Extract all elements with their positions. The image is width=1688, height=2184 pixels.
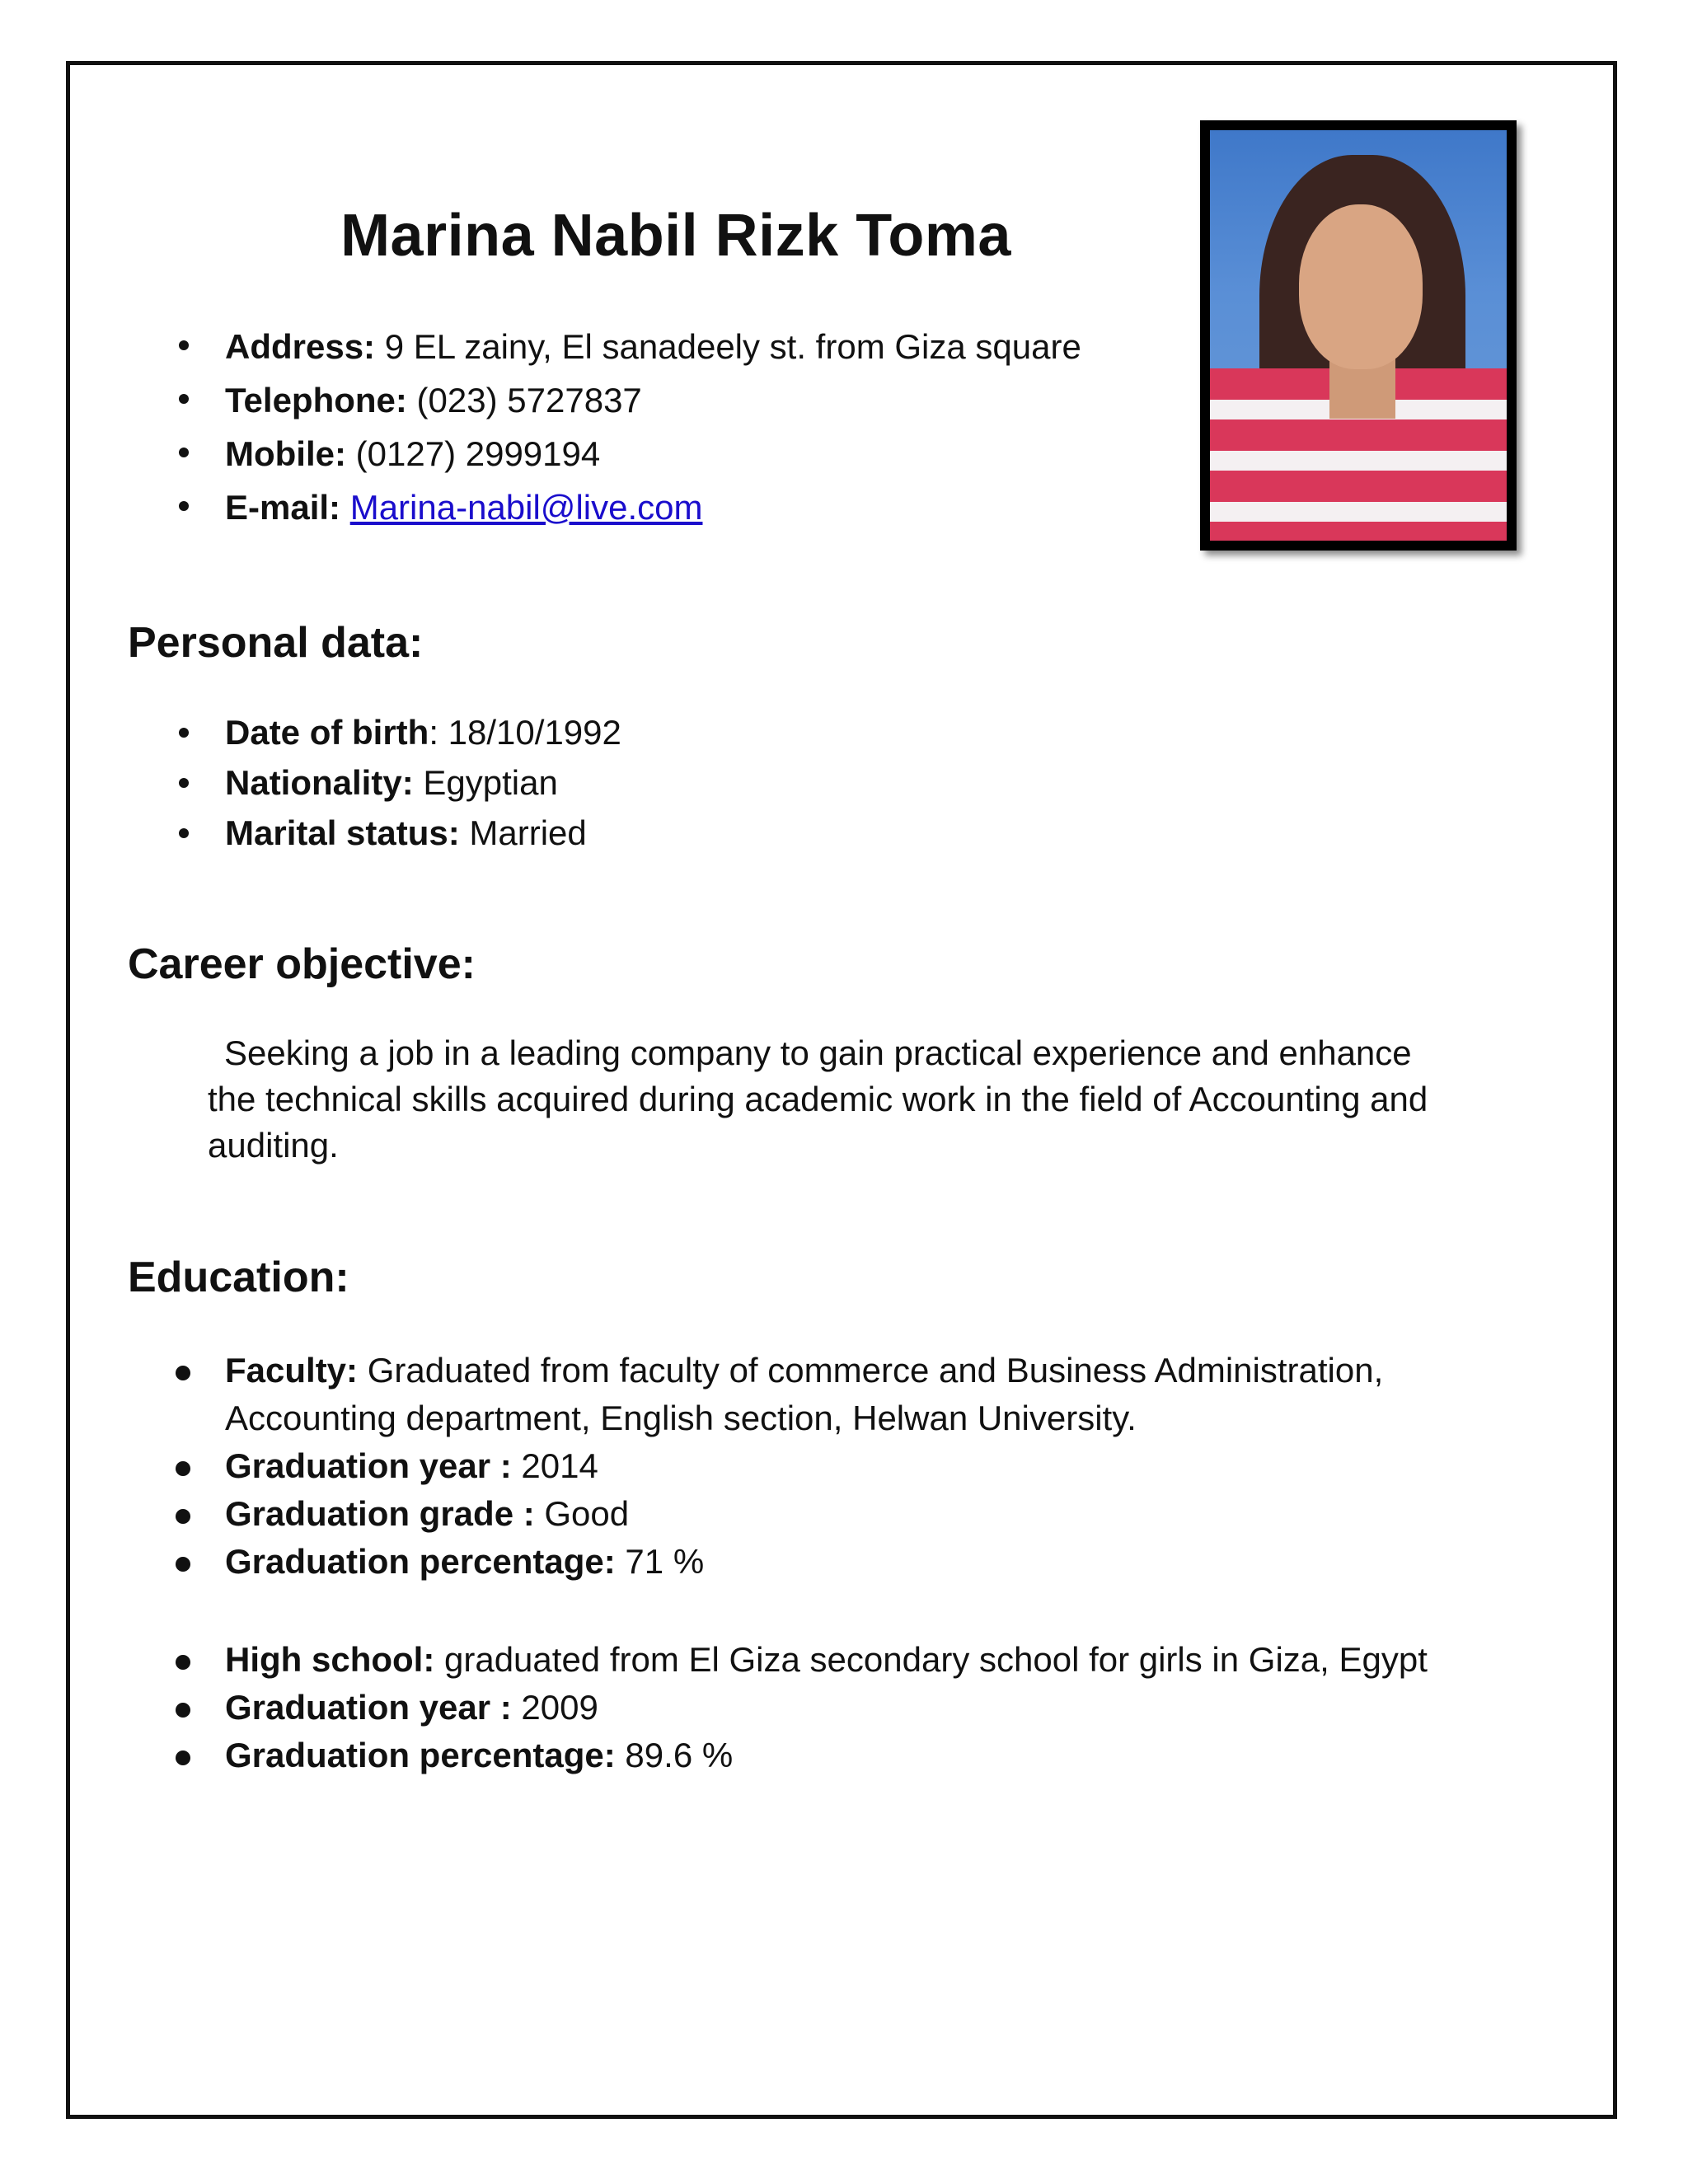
contact-mobile: Mobile: (0127) 2999194 bbox=[225, 427, 1081, 480]
education-graduation-percentage: Graduation percentage: 71 % bbox=[225, 1538, 1461, 1586]
personal-dob: Date of birth: 18/10/1992 bbox=[225, 707, 621, 757]
photo-image bbox=[1210, 130, 1507, 541]
personal-marital-status: Marital status: Married bbox=[225, 808, 621, 858]
personal-data-list bbox=[225, 707, 621, 858]
contact-list bbox=[225, 320, 1081, 534]
education-school-list bbox=[225, 1636, 1428, 1779]
personal-nationality: Nationality: Egyptian bbox=[225, 757, 621, 808]
education-graduation-grade: Graduation grade : Good bbox=[225, 1490, 1461, 1538]
heading-education: Education: bbox=[128, 1254, 349, 1301]
education-faculty: Faculty: Graduated from faculty of commerce and Business Administration, Accounting department, English section, Helwan University. bbox=[225, 1347, 1461, 1442]
contact-address: Address: 9 EL zainy, El sanadeely st. from Giza square bbox=[225, 320, 1081, 373]
contact-email: E-mail: Marina-nabil@live.com bbox=[225, 480, 1081, 534]
applicant-name: Marina Nabil Rizk Toma bbox=[340, 203, 1011, 269]
heading-personal-data: Personal data: bbox=[128, 619, 424, 667]
education-graduation-year: Graduation year : 2014 bbox=[225, 1442, 1461, 1490]
career-objective-text: Seeking a job in a leading company to gain practical experience and enhance the technical skills acquired during academic work in the field of Accounting and auditing. bbox=[208, 1033, 1428, 1165]
email-link[interactable]: Marina-nabil@live.com bbox=[349, 488, 703, 527]
education-high-school: High school: graduated from El Giza secondary school for girls in Giza, Egypt bbox=[225, 1636, 1428, 1684]
education-school-graduation-year: Graduation year : 2009 bbox=[225, 1684, 1428, 1732]
heading-career-objective: Career objective: bbox=[128, 940, 476, 988]
education-university-list bbox=[225, 1347, 1461, 1586]
education-school-graduation-percentage: Graduation percentage: 89.6 % bbox=[225, 1732, 1428, 1779]
profile-photo bbox=[1200, 120, 1517, 551]
contact-telephone: Telephone: (023) 5727837 bbox=[225, 373, 1081, 427]
